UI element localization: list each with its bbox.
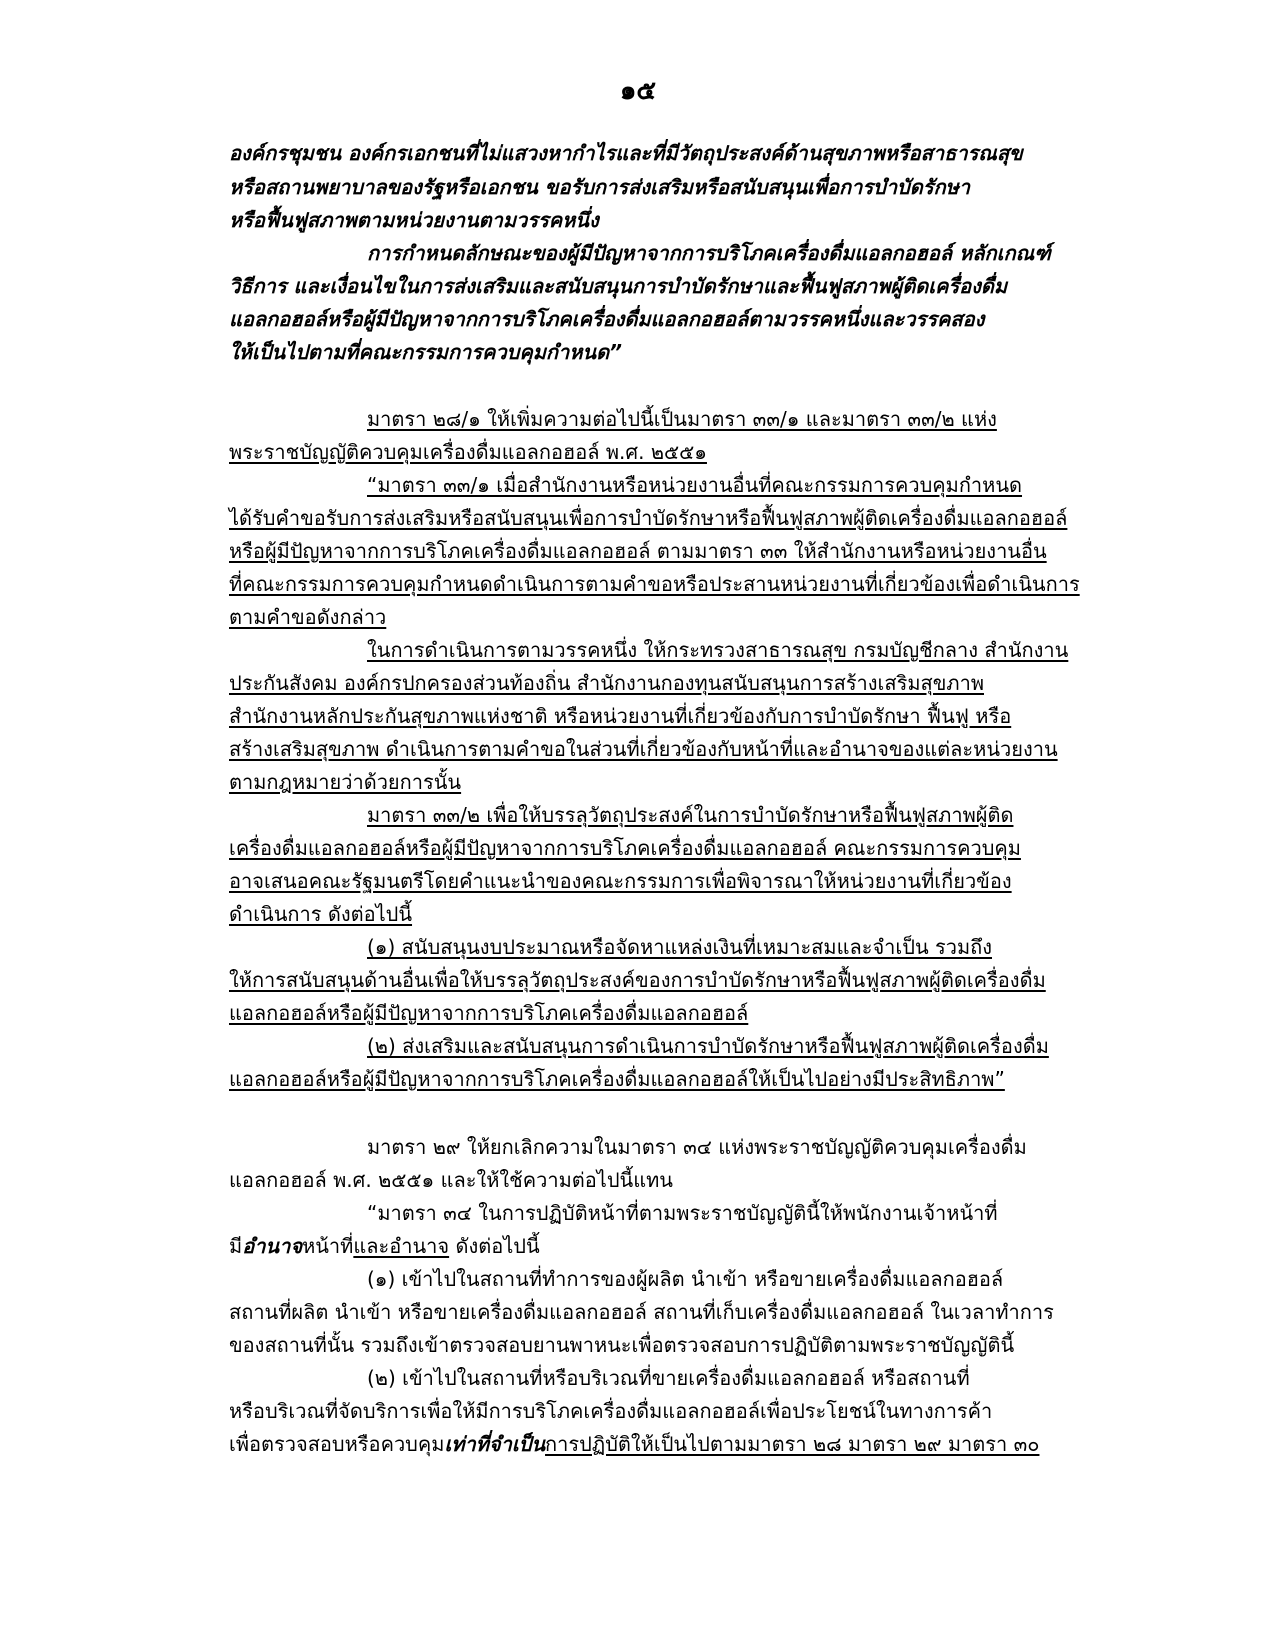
page-number: ๑๕ <box>619 76 657 106</box>
s29-line-9: หรือบริเวณที่จัดบริการเพื่อให้มีการบริโภคเครื่องดื่มแอลกอฮอล์เพื่อประโยชน์ในทางการค้า <box>229 1399 993 1423</box>
s281-line-15: อาจเสนอคณะรัฐมนตรีโดยคำแนะนำของคณะกรรมการเพื่อพิจารณาให้หน่วยงานที่เกี่ยวข้อง <box>229 869 1012 893</box>
s281-line-20: (๒) ส่งเสริมและสนับสนุนการดำเนินการบำบัดรักษาหรือฟื้นฟูสภาพผู้ติดเครื่องดื่ม <box>367 1034 1049 1058</box>
s281-line-6: ที่คณะกรรมการควบคุมกำหนดดำเนินการตามคำขอหรือประสานหน่วยงานที่เกี่ยวข้องเพื่อดำเนินการ <box>229 572 1080 596</box>
s281-line-10: สำนักงานหลักประกันสุขภาพแห่งชาติ หรือหน่วยงานที่เกี่ยวข้องกับการบำบัดรักษา ฟื้นฟู หรือ <box>229 704 1012 728</box>
s281-line-21: แอลกอฮอล์หรือผู้มีปัญหาจากการบริโภคเครื่องดื่มแอลกอฮอล์ให้เป็นไปอย่างมีประสิทธิภาพ” <box>229 1067 1005 1091</box>
italic-line-6: แอลกอฮอล์หรือผู้มีปัญหาจากการบริโภคเครื่องดื่มแอลกอฮอล์ตามวรรคหนึ่งและวรรคสอง <box>229 307 985 331</box>
s29-line-3: “มาตรา ๓๔ ในการปฏิบัติหน้าที่ตามพระราชบัญญัตินี้ให้พนักงานเจ้าหน้าที่ <box>367 1201 998 1225</box>
s29-line-10 <box>229 1429 1039 1459</box>
s281-line-9: ประกันสังคม องค์กรปกครองส่วนท้องถิ่น สำนักงานกองทุนสนับสนุนการสร้างเสริมสุขภาพ <box>229 671 984 695</box>
s281-line-5: หรือผู้มีปัญหาจากการบริโภคเครื่องดื่มแอลกอฮอล์ ตามมาตรา ๓๓ ให้สำนักงานหรือหน่วยงานอื่น <box>229 539 1047 563</box>
s29-l4-d: และอำนาจ <box>353 1234 450 1258</box>
s281-line-4: ได้รับคำขอรับการส่งเสริมหรือสนับสนุนเพื่อการบำบัดรักษาหรือฟื้นฟูสภาพผู้ติดเครื่องดื่มแอลกอฮอล์ <box>229 506 1068 530</box>
s281-line-14: เครื่องดื่มแอลกอฮอล์หรือผู้มีปัญหาจากการบริโภคเครื่องดื่มแอลกอฮอล์ คณะกรรมการควบคุม <box>229 836 1021 860</box>
s281-line-18: ให้การสนับสนุนด้านอื่นเพื่อให้บรรลุวัตถุประสงค์ของการบำบัดรักษาหรือฟื้นฟูสภาพผู้ติดเครื่องดื่ม <box>229 968 1046 992</box>
s29-l4-c: หน้าที่ <box>302 1234 354 1258</box>
s29-l10-b: เท่าที่จำเป็น <box>444 1432 546 1456</box>
s29-line-7: ของสถานที่นั้น รวมถึงเข้าตรวจสอบยานพาหนะเพื่อตรวจสอบการปฏิบัติตามพระราชบัญญัตินี้ <box>229 1333 1015 1357</box>
italic-line-2: หรือสถานพยาบาลของรัฐหรือเอกชน ขอรับการส่งเสริมหรือสนับสนุนเพื่อการบำบัดรักษา <box>229 175 970 199</box>
s281-line-8: ในการดำเนินการตามวรรคหนึ่ง ให้กระทรวงสาธารณสุข กรมบัญชีกลาง สำนักงาน <box>367 638 1069 662</box>
s29-line-8: (๒) เข้าไปในสถานที่หรือบริเวณที่ขายเครื่องดื่มแอลกอฮอล์ หรือสถานที่ <box>367 1366 970 1390</box>
s281-line-13: มาตรา ๓๓/๒ เพื่อให้บรรลุวัตถุประสงค์ในการบำบัดรักษาหรือฟื้นฟูสภาพผู้ติด <box>367 803 1014 827</box>
s281-line-3: “มาตรา ๓๓/๑ เมื่อสำนักงานหรือหน่วยงานอื่นที่คณะกรรมการควบคุมกำหนด <box>367 473 1023 497</box>
s281-line-1: มาตรา ๒๘/๑ ให้เพิ่มความต่อไปนี้เป็นมาตรา ๓๓/๑ และมาตรา ๓๓/๒ แห่ง <box>367 407 997 431</box>
s29-l10-c: การปฏิบัติให้เป็นไปตามมาตรา ๒๘ มาตรา ๒๙ มาตรา ๓๐ <box>545 1432 1040 1456</box>
italic-line-1: องค์กรชุมชน องค์กรเอกชนที่ไม่แสวงหากำไรและที่มีวัตถุประสงค์ด้านสุขภาพหรือสาธารณสุข <box>229 141 1023 165</box>
italic-line-5: วิธีการ และเงื่อนไขในการส่งเสริมและสนับสนุนการบำบัดรักษาและฟื้นฟูสภาพผู้ติดเครื่องดื่ม <box>229 274 1008 298</box>
s281-line-17: (๑) สนับสนุนงบประมาณหรือจัดหาแหล่งเงินที่เหมาะสมและจำเป็น รวมถึง <box>367 935 992 959</box>
s29-l4-e: ดังต่อไปนี้ <box>449 1234 540 1258</box>
italic-line-7: ให้เป็นไปตามที่คณะกรรมการควบคุมกำหนด” <box>229 340 622 364</box>
s281-line-16: ดำเนินการ ดังต่อไปนี้ <box>229 902 413 926</box>
s281-line-11: สร้างเสริมสุขภาพ ดำเนินการตามคำขอในส่วนที่เกี่ยวข้องกับหน้าที่และอำนาจของแต่ละหน่วยงาน <box>229 737 1058 761</box>
s29-line-4 <box>229 1231 540 1261</box>
s29-line-5: (๑) เข้าไปในสถานที่ทำการของผู้ผลิต นำเข้า หรือขายเครื่องดื่มแอลกอฮอล์ <box>367 1267 1004 1291</box>
s29-l10-a: เพื่อตรวจสอบหรือควบคุม <box>229 1432 445 1456</box>
s29-l4-a: มี <box>229 1234 243 1258</box>
s281-line-12: ตามกฎหมายว่าด้วยการนั้น <box>229 770 462 794</box>
s281-line-7: ตามคำขอดังกล่าว <box>229 605 387 629</box>
s29-l4-b: อำนาจ <box>242 1234 303 1258</box>
s281-line-19: แอลกอฮอล์หรือผู้มีปัญหาจากการบริโภคเครื่องดื่มแอลกอฮอล์ <box>229 1001 749 1025</box>
s29-line-1: มาตรา ๒๙ ให้ยกเลิกความในมาตรา ๓๔ แห่งพระราชบัญญัติควบคุมเครื่องดื่ม <box>367 1135 1027 1159</box>
s29-line-6: สถานที่ผลิต นำเข้า หรือขายเครื่องดื่มแอลกอฮอล์ สถานที่เก็บเครื่องดื่มแอลกอฮอล์ ในเวลาทำการ <box>229 1300 1054 1324</box>
s281-line-2: พระราชบัญญัติควบคุมเครื่องดื่มแอลกอฮอล์ พ.ศ. ๒๕๕๑ <box>229 440 707 464</box>
s29-line-2: แอลกอฮอล์ พ.ศ. ๒๕๕๑ และให้ใช้ความต่อไปนี้แทน <box>229 1168 673 1192</box>
italic-line-4: การกำหนดลักษณะของผู้มีปัญหาจากการบริโภคเครื่องดื่มแอลกอฮอล์ หลักเกณฑ์ <box>367 241 1051 265</box>
italic-line-3: หรือฟื้นฟูสภาพตามหน่วยงานตามวรรคหนึ่ง <box>229 208 599 232</box>
